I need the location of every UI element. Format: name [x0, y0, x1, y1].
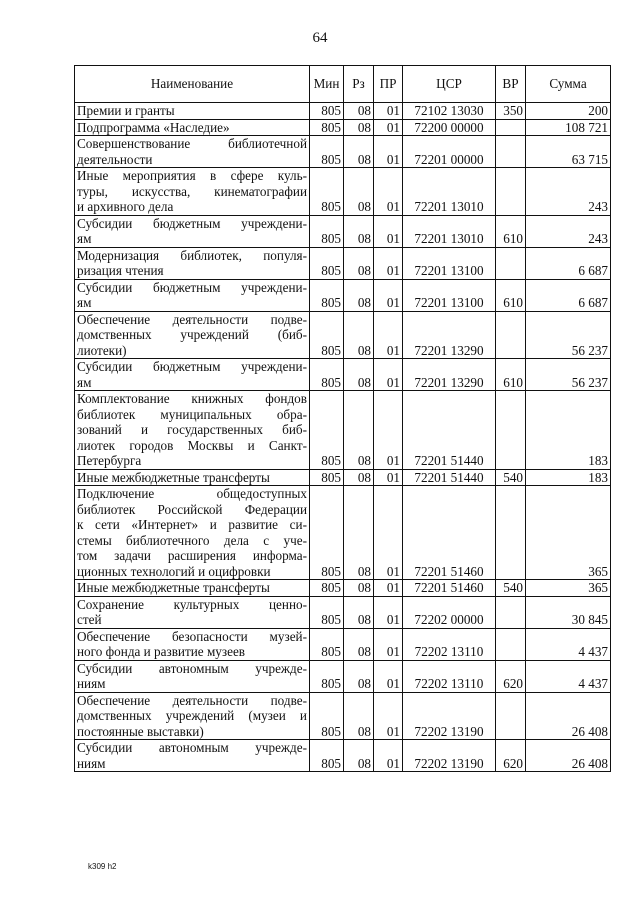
row-min: 805 [310, 740, 344, 772]
table-row [75, 660, 611, 692]
row-pr: 01 [374, 311, 403, 359]
row-csr: 72201 13290 [403, 311, 496, 359]
row-min: 805 [310, 136, 344, 168]
table-row [75, 692, 611, 740]
footer-code: k309 h2 [88, 862, 117, 871]
row-vr: 610 [496, 359, 526, 391]
row-name-line: ниям [77, 755, 106, 771]
row-name-line: Подпрограмма «Наследие» [77, 119, 230, 135]
row-name [75, 486, 310, 580]
row-min: 805 [310, 580, 344, 597]
row-name-line: Комплектование книжных фондов [77, 391, 307, 406]
row-sum: 200 [526, 103, 611, 120]
row-rz: 08 [344, 596, 374, 628]
row-pr: 01 [374, 486, 403, 580]
row-name-line: ям [77, 295, 92, 310]
row-name [75, 740, 310, 772]
row-name [75, 311, 310, 359]
row-name [75, 580, 310, 597]
row-name [75, 215, 310, 247]
row-min: 805 [310, 103, 344, 120]
row-csr: 72201 13290 [403, 359, 496, 391]
row-rz: 08 [344, 740, 374, 772]
row-min: 805 [310, 168, 344, 216]
row-rz: 08 [344, 136, 374, 168]
row-pr: 01 [374, 469, 403, 486]
row-name-line: к сети «Интернет» и развитие си- [77, 517, 307, 532]
row-csr: 72102 13030 [403, 103, 496, 120]
row-sum: 4 437 [526, 628, 611, 660]
row-csr: 72201 51460 [403, 486, 496, 580]
page-number: 64 [312, 30, 328, 46]
row-min: 805 [310, 660, 344, 692]
row-name-line: Обеспечение деятельности подве- [77, 692, 307, 708]
row-name-line: домственных учреждений (биб- [77, 327, 307, 342]
row-name-line: лиотеки) [77, 342, 127, 358]
row-csr: 72201 51440 [403, 469, 496, 486]
table-row [75, 119, 611, 136]
header-csr: ЦСР [403, 66, 496, 103]
row-rz: 08 [344, 215, 374, 247]
row-sum: 365 [526, 580, 611, 597]
row-vr [496, 168, 526, 216]
row-sum: 30 845 [526, 596, 611, 628]
row-rz: 08 [344, 486, 374, 580]
header-rz: Рз [344, 66, 374, 103]
row-rz: 08 [344, 692, 374, 740]
row-min: 805 [310, 596, 344, 628]
row-rz: 08 [344, 628, 374, 660]
row-name-line: Иные мероприятия в сфере куль- [77, 168, 307, 183]
row-name-line: Обеспечение безопасности музей- [77, 628, 307, 644]
table-row [75, 486, 611, 580]
row-pr: 01 [374, 247, 403, 279]
row-csr: 72201 13100 [403, 247, 496, 279]
row-name-line: Петербурга [77, 453, 142, 468]
row-pr: 01 [374, 119, 403, 136]
row-rz: 08 [344, 469, 374, 486]
row-name-line: деятельности [77, 151, 153, 167]
row-min: 805 [310, 311, 344, 359]
budget-table [74, 65, 611, 772]
row-name-line: зований и государственных биб- [77, 422, 307, 437]
row-rz: 08 [344, 660, 374, 692]
row-name-line: Совершенствование библиотечной [77, 136, 307, 151]
header-vr: ВР [496, 66, 526, 103]
row-name-line: лиотек городов Москвы и Санкт- [77, 437, 307, 453]
row-rz: 08 [344, 359, 374, 391]
row-name-line: ризация чтения [77, 263, 164, 278]
row-sum: 4 437 [526, 660, 611, 692]
row-min: 805 [310, 279, 344, 311]
row-vr [496, 311, 526, 359]
row-sum: 183 [526, 469, 611, 486]
row-name-line: Иные межбюджетные трансферты [77, 580, 270, 595]
header-min: Мин [310, 66, 344, 103]
row-pr: 01 [374, 580, 403, 597]
table-row [75, 168, 611, 216]
header-pr: ПР [374, 66, 403, 103]
row-csr: 72202 13190 [403, 740, 496, 772]
header-sum: Сумма [526, 66, 611, 103]
row-vr: 610 [496, 215, 526, 247]
row-csr: 72201 00000 [403, 136, 496, 168]
table-row [75, 136, 611, 168]
row-name-line: ям [77, 374, 92, 390]
row-pr: 01 [374, 596, 403, 628]
header-name: Наименование [75, 66, 310, 103]
row-rz: 08 [344, 103, 374, 120]
row-sum: 365 [526, 486, 611, 580]
row-pr: 01 [374, 215, 403, 247]
row-name [75, 279, 310, 311]
row-pr: 01 [374, 359, 403, 391]
table-header-row [75, 66, 611, 103]
row-name [75, 119, 310, 136]
row-vr [496, 119, 526, 136]
row-name-line: стей [77, 612, 102, 627]
table-row [75, 740, 611, 772]
row-csr: 72201 13010 [403, 215, 496, 247]
row-name-line: Модернизация библиотек, популя- [77, 247, 307, 263]
row-vr [496, 596, 526, 628]
row-csr: 72201 51460 [403, 580, 496, 597]
table-row [75, 247, 611, 279]
row-name-line: Субсидии бюджетным учреждени- [77, 359, 307, 374]
row-name [75, 136, 310, 168]
row-vr [496, 391, 526, 470]
row-name-line: библиотек муниципальных обра- [77, 406, 307, 422]
row-name-line: Премии и гранты [77, 103, 175, 118]
row-name [75, 359, 310, 391]
row-rz: 08 [344, 391, 374, 470]
row-csr: 72202 13110 [403, 660, 496, 692]
row-rz: 08 [344, 168, 374, 216]
row-min: 805 [310, 119, 344, 136]
table-row [75, 580, 611, 597]
row-name [75, 628, 310, 660]
row-name-line: и архивного дела [77, 199, 174, 214]
row-rz: 08 [344, 580, 374, 597]
row-sum: 63 715 [526, 136, 611, 168]
row-name [75, 168, 310, 216]
table-row [75, 215, 611, 247]
row-csr: 72201 13100 [403, 279, 496, 311]
row-vr: 350 [496, 103, 526, 120]
row-sum: 243 [526, 168, 611, 216]
row-sum: 108 721 [526, 119, 611, 136]
row-min: 805 [310, 469, 344, 486]
row-name [75, 469, 310, 486]
row-vr [496, 136, 526, 168]
row-name-line: туры, искусства, кинематографии [77, 183, 307, 199]
row-vr [496, 692, 526, 740]
row-name-line: Иные межбюджетные трансферты [77, 469, 270, 485]
row-name-line: стемы библиотечного дела с уче- [77, 532, 307, 548]
row-name-line: домственных учреждений (музеи и [77, 708, 307, 723]
row-pr: 01 [374, 136, 403, 168]
row-min: 805 [310, 247, 344, 279]
row-name-line: том задачи расширения информа- [77, 548, 307, 563]
row-name-line: ционных технологий и оцифровки [77, 563, 271, 579]
row-min: 805 [310, 628, 344, 660]
row-name [75, 391, 310, 470]
row-vr: 540 [496, 580, 526, 597]
row-pr: 01 [374, 168, 403, 216]
row-vr [496, 247, 526, 279]
row-vr: 610 [496, 279, 526, 311]
row-csr: 72201 51440 [403, 391, 496, 470]
table-row [75, 469, 611, 486]
row-sum: 6 687 [526, 279, 611, 311]
row-csr: 72202 13190 [403, 692, 496, 740]
row-name-line: постоянные выставки) [77, 723, 204, 739]
row-pr: 01 [374, 391, 403, 470]
row-csr: 72202 00000 [403, 596, 496, 628]
row-sum: 56 237 [526, 311, 611, 359]
row-name [75, 103, 310, 120]
row-name [75, 247, 310, 279]
row-pr: 01 [374, 103, 403, 120]
table-body [75, 103, 611, 772]
row-sum: 26 408 [526, 740, 611, 772]
row-csr: 72200 00000 [403, 119, 496, 136]
row-vr [496, 486, 526, 580]
row-rz: 08 [344, 119, 374, 136]
row-name-line: Субсидии бюджетным учреждени- [77, 279, 307, 295]
row-name-line: Субсидии автономным учрежде- [77, 740, 307, 755]
row-vr: 620 [496, 740, 526, 772]
row-min: 805 [310, 359, 344, 391]
row-name-line: ям [77, 231, 92, 246]
table-row [75, 628, 611, 660]
row-name-line: Субсидии автономным учрежде- [77, 660, 307, 676]
row-vr: 620 [496, 660, 526, 692]
row-min: 805 [310, 486, 344, 580]
table-row [75, 359, 611, 391]
row-pr: 01 [374, 628, 403, 660]
row-rz: 08 [344, 247, 374, 279]
row-pr: 01 [374, 660, 403, 692]
row-sum: 26 408 [526, 692, 611, 740]
table-row [75, 279, 611, 311]
table-row [75, 311, 611, 359]
row-name-line: ного фонда и развитие музеев [77, 644, 246, 659]
row-sum: 243 [526, 215, 611, 247]
row-sum: 56 237 [526, 359, 611, 391]
row-vr [496, 628, 526, 660]
row-name [75, 596, 310, 628]
row-name-line: ниям [77, 676, 106, 691]
row-vr: 540 [496, 469, 526, 486]
row-pr: 01 [374, 279, 403, 311]
row-name-line: Подключение общедоступных [77, 486, 307, 501]
row-sum: 6 687 [526, 247, 611, 279]
row-rz: 08 [344, 279, 374, 311]
row-csr: 72201 13010 [403, 168, 496, 216]
row-name-line: Субсидии бюджетным учреждени- [77, 215, 307, 231]
table-row [75, 391, 611, 470]
row-pr: 01 [374, 740, 403, 772]
row-name [75, 692, 310, 740]
row-name-line: библиотек Российской Федерации [77, 501, 307, 517]
row-name [75, 660, 310, 692]
table-row [75, 596, 611, 628]
row-min: 805 [310, 215, 344, 247]
row-csr: 72202 13110 [403, 628, 496, 660]
table-row [75, 103, 611, 120]
row-name-line: Сохранение культурных ценно- [77, 596, 307, 612]
row-pr: 01 [374, 692, 403, 740]
row-min: 805 [310, 391, 344, 470]
row-name-line: Обеспечение деятельности подве- [77, 311, 307, 327]
row-sum: 183 [526, 391, 611, 470]
row-rz: 08 [344, 311, 374, 359]
row-min: 805 [310, 692, 344, 740]
